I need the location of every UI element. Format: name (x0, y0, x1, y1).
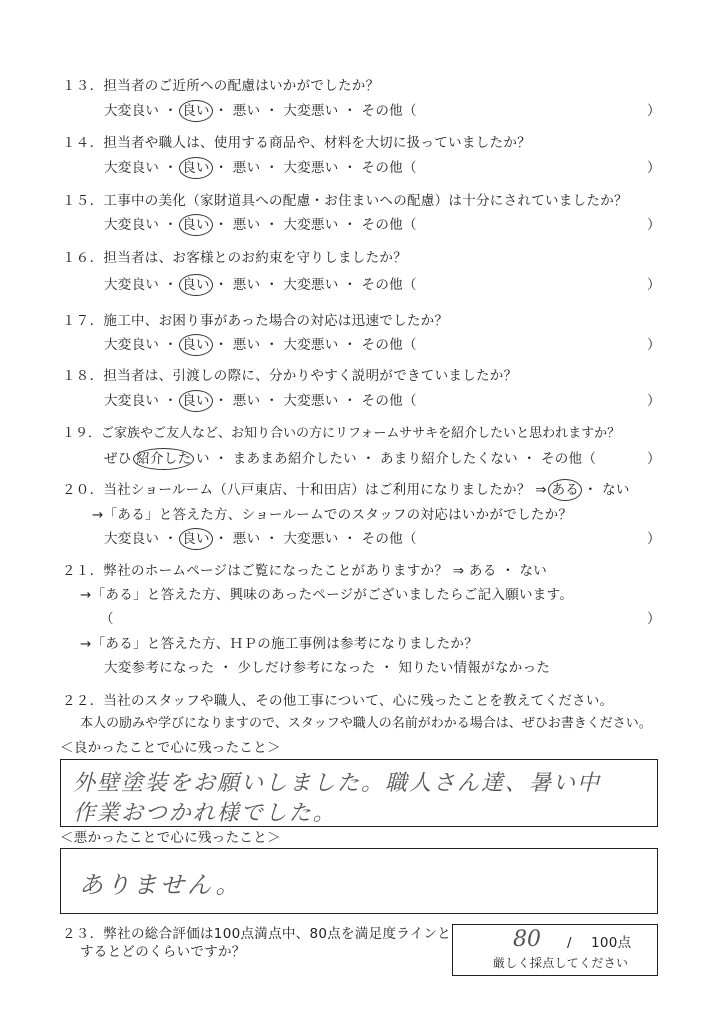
option-rest[interactable]: ・ 悪い ・ 大変悪い ・ その他（ (214, 277, 417, 293)
paren-open-21: （ (100, 611, 114, 627)
paren-close-18: ） (647, 393, 661, 409)
bad-comment-label: ＜悪かったことで心に残ったこと＞ (60, 830, 281, 846)
option-very-good[interactable]: 大変良い ・ (104, 217, 178, 233)
score-note: 厳しく採点してください (493, 956, 629, 970)
bad-comment-text: ありません。 (79, 871, 243, 899)
option-good-circled[interactable]: 良い (182, 103, 210, 119)
option-very-good[interactable]: 大変良い ・ (104, 393, 178, 409)
question-21-sub1: →「ある」と答えた方、興味のあったページがございましたらご記入願います。 (80, 587, 574, 603)
option-good-circled[interactable]: 良い (182, 337, 210, 353)
paren-close-19: ） (647, 451, 661, 467)
question-19: １９．ご家族やご友人など、お知り合いの方にリフォームササキを紹介したいと思われますか？ (62, 426, 621, 441)
question-22: ２２．当社のスタッフや職人、その他工事について、心に残ったことを教えてください。 (62, 693, 614, 709)
rating-row-13 (104, 103, 417, 119)
question-23-line-2: するとどのくらいですか？ (80, 944, 246, 960)
option-very-good[interactable]: 大変良い ・ (104, 103, 178, 119)
bad-comment-box[interactable] (60, 848, 658, 914)
rating-row-20 (104, 531, 417, 547)
option-good-circled[interactable]: 良い (182, 217, 210, 233)
paren-close-15: ） (647, 217, 661, 233)
option-good-circled[interactable]: 良い (182, 531, 210, 547)
option-rest[interactable]: ・ 悪い ・ 大変悪い ・ その他（ (214, 337, 417, 353)
referral-row-19 (104, 451, 596, 467)
referral-options-rest[interactable]: い ・ まあまあ紹介したい ・ あまり紹介したくない ・ その他（ (196, 451, 597, 467)
rating-row-18 (104, 393, 417, 409)
option-rest[interactable]: ・ 悪い ・ 大変悪い ・ その他（ (214, 217, 417, 233)
option-good-circled[interactable]: 良い (182, 393, 210, 409)
option-good-circled[interactable]: 良い (182, 160, 210, 176)
paren-close-14: ） (647, 160, 661, 176)
option-rest[interactable]: ・ 悪い ・ 大変悪い ・ その他（ (214, 393, 417, 409)
paren-close-16: ） (647, 277, 661, 293)
good-comment-line-2: 作業おつかれ様でした。 (73, 801, 337, 826)
question-21: ２１．弊社のホームページはご覧になったことがありますか？ ⇒ ある ・ ない (62, 563, 548, 579)
good-comment-box[interactable] (60, 759, 658, 827)
question-15: １５．工事中の美化（家財道具への配慮・お住まいへの配慮）は十分にされていましたか？ (62, 193, 628, 209)
rating-row-14 (104, 160, 417, 176)
answer-yes-circled[interactable]: ある (551, 482, 580, 498)
question-20-text: ２０．当社ショールーム（八戸東店、十和田店）はご利用になりましたか？ ⇒ (62, 482, 547, 498)
option-very-good[interactable]: 大変良い ・ (104, 277, 178, 293)
score-slash: / (567, 935, 572, 951)
question-21-sub2: →「ある」と答えた方、ＨＰの施工事例は参考になりましたか？ (80, 636, 479, 652)
question-14: １４．担当者や職人は、使用する商品や、材料を大切に扱っていましたか？ (62, 135, 531, 151)
option-rest[interactable]: ・ 悪い ・ 大変悪い ・ その他（ (214, 531, 417, 547)
rating-row-16 (104, 277, 417, 293)
option-rest[interactable]: ・ 悪い ・ 大変悪い ・ その他（ (214, 103, 417, 119)
question-22-note: 本人の励みや学びになりますので、スタッフや職人の名前がわかる場合は、ぜひお書きください。 (80, 716, 652, 731)
paren-close-13: ） (647, 103, 661, 119)
question-17: １７．施工中、お困り事があった場合の対応は迅速でしたか？ (62, 313, 449, 329)
referral-prefix: ぜひ (104, 451, 132, 467)
question-23-line-1: ２３．弊社の総合評価は100点満点中、80点を満足度ラインと (62, 926, 452, 942)
question-20-sub: →「ある」と答えた方、ショールームでのスタッフの対応はいかがでしたか？ (92, 507, 573, 523)
good-comment-label: ＜良かったことで心に残ったこと＞ (60, 740, 281, 756)
score-total: 100点 (591, 935, 632, 951)
question-16: １６．担当者は、お客様とのお約束を守りしましたか？ (62, 250, 407, 266)
hp-options-21[interactable]: 大変参考になった ・ 少しだけ参考になった ・ 知りたい情報がなかった (104, 660, 551, 676)
paren-close-20: ） (647, 531, 661, 547)
good-comment-line-1: 外壁塗装をお願いしました。職人さん達、暑い中 (73, 771, 602, 796)
paren-close-17: ） (647, 337, 661, 353)
rating-row-17 (104, 337, 417, 353)
option-very-good[interactable]: 大変良い ・ (104, 160, 178, 176)
option-very-good[interactable]: 大変良い ・ (104, 337, 178, 353)
question-18: １８．担当者は、引渡しの際に、分かりやすく説明ができていましたか？ (62, 368, 518, 384)
option-good-circled[interactable]: 良い (182, 277, 210, 293)
referral-option-circled[interactable]: 紹介した (136, 451, 192, 467)
rating-row-15 (104, 217, 417, 233)
question-13: １３．担当者のご近所への配慮はいかがでしたか？ (62, 78, 380, 94)
option-very-good[interactable]: 大変良い ・ (104, 531, 178, 547)
score-value: 80 (513, 927, 541, 952)
question-20 (62, 482, 630, 498)
paren-close-21: ） (647, 611, 661, 627)
score-box[interactable] (452, 924, 658, 976)
answer-no[interactable]: ・ ない (583, 482, 630, 498)
option-rest[interactable]: ・ 悪い ・ 大変悪い ・ その他（ (214, 160, 417, 176)
